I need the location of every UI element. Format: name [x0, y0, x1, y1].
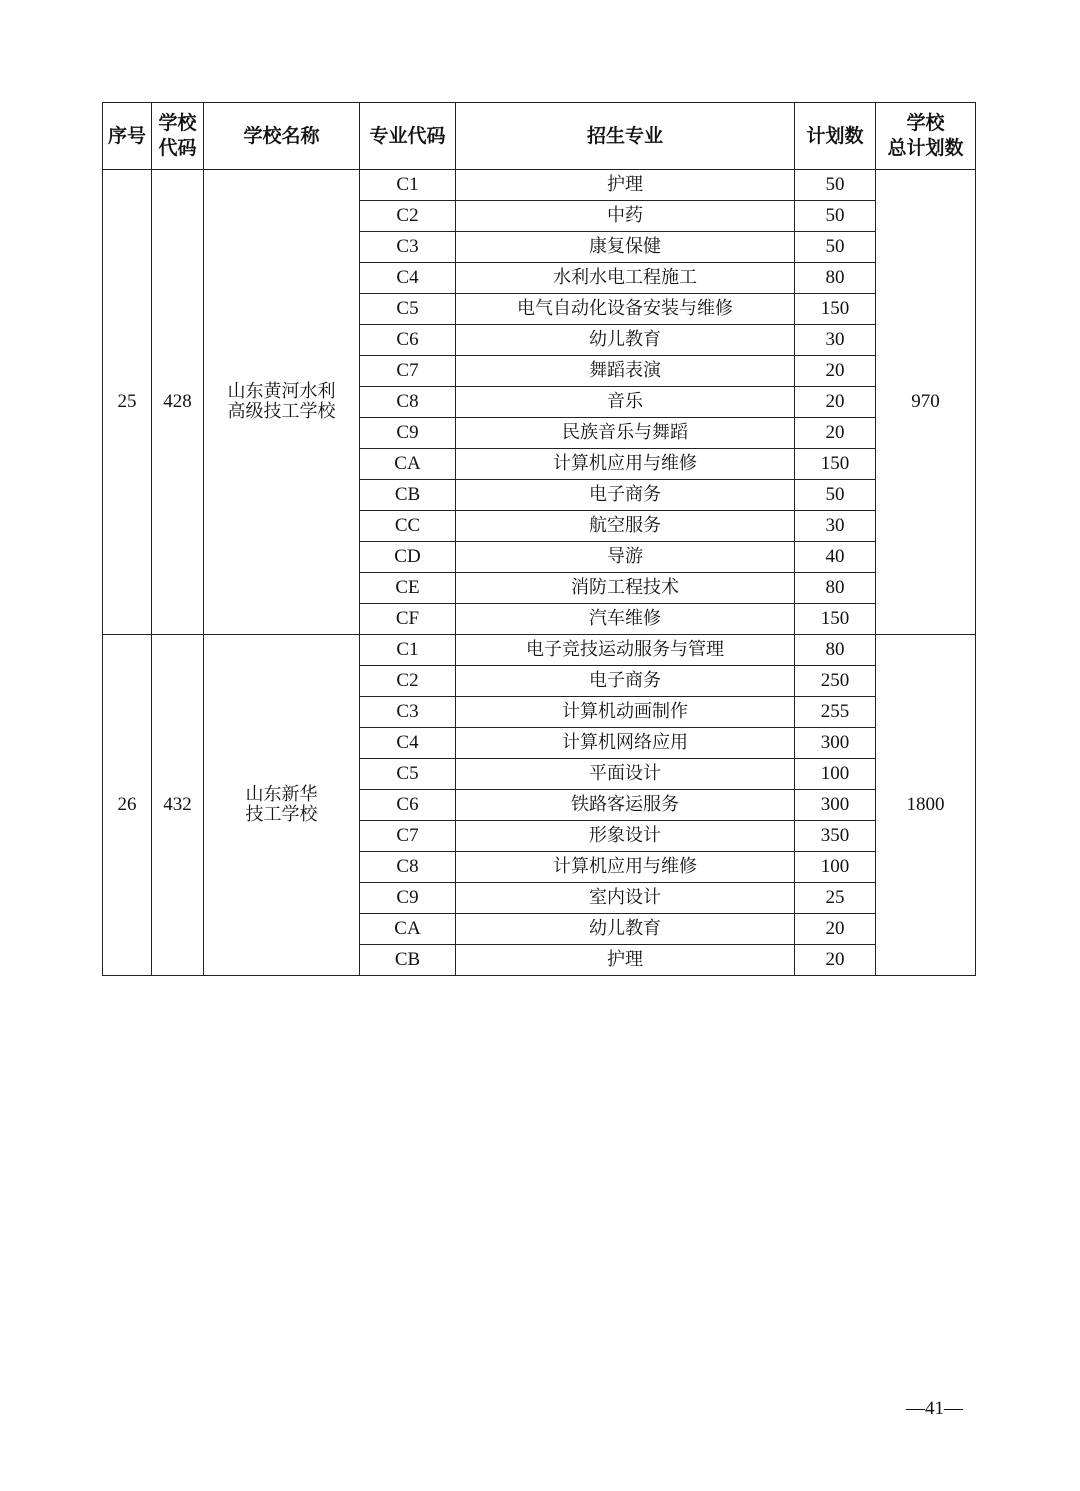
header-major: 招生专业 [456, 103, 795, 170]
major-code: C8 [360, 852, 456, 883]
major-name: 导游 [456, 542, 795, 573]
major-code: C5 [360, 759, 456, 790]
school-name-line2: 高级技工学校 [227, 401, 336, 422]
major-name: 电气自动化设备安装与维修 [456, 294, 795, 325]
page-number: —41— [906, 1398, 963, 1419]
major-code: CA [360, 449, 456, 480]
header-plan: 计划数 [795, 103, 876, 170]
major-name: 中药 [456, 201, 795, 232]
major-plan: 40 [795, 542, 876, 573]
major-code: CA [360, 914, 456, 945]
header-total-line1: 学校 [906, 112, 945, 134]
major-plan: 50 [795, 480, 876, 511]
major-code: C8 [360, 387, 456, 418]
major-plan: 150 [795, 449, 876, 480]
header-school-code-line2: 代码 [158, 137, 197, 159]
major-code: C5 [360, 294, 456, 325]
major-plan: 255 [795, 697, 876, 728]
major-name: 幼儿教育 [456, 914, 795, 945]
major-name: 舞蹈表演 [456, 356, 795, 387]
major-code: C2 [360, 201, 456, 232]
school-seq: 25 [103, 170, 152, 635]
major-name: 铁路客运服务 [456, 790, 795, 821]
major-code: C9 [360, 418, 456, 449]
major-plan: 150 [795, 294, 876, 325]
major-name: 计算机网络应用 [456, 728, 795, 759]
major-code: C4 [360, 263, 456, 294]
major-plan: 50 [795, 232, 876, 263]
major-plan: 80 [795, 573, 876, 604]
table-body [103, 170, 976, 976]
major-code: C1 [360, 635, 456, 666]
school-seq: 26 [103, 635, 152, 976]
major-plan: 30 [795, 511, 876, 542]
major-name: 康复保健 [456, 232, 795, 263]
major-name: 水利水电工程施工 [456, 263, 795, 294]
major-code: CE [360, 573, 456, 604]
major-plan: 20 [795, 418, 876, 449]
major-plan: 100 [795, 852, 876, 883]
header-school-code [152, 103, 204, 170]
school-total: 970 [876, 170, 976, 635]
table-row [103, 635, 976, 666]
major-name: 消防工程技术 [456, 573, 795, 604]
major-name: 护理 [456, 170, 795, 201]
header-school-total [876, 103, 976, 170]
major-name: 电子竞技运动服务与管理 [456, 635, 795, 666]
major-name: 计算机动画制作 [456, 697, 795, 728]
major-plan: 20 [795, 914, 876, 945]
header-school-name: 学校名称 [204, 103, 360, 170]
major-name: 汽车维修 [456, 604, 795, 635]
major-code: C3 [360, 697, 456, 728]
major-name: 形象设计 [456, 821, 795, 852]
major-plan: 100 [795, 759, 876, 790]
major-name: 室内设计 [456, 883, 795, 914]
major-code: C7 [360, 356, 456, 387]
major-code: CD [360, 542, 456, 573]
major-plan: 50 [795, 170, 876, 201]
major-name: 计算机应用与维修 [456, 852, 795, 883]
school-name [204, 170, 360, 635]
major-code: CC [360, 511, 456, 542]
major-code: C1 [360, 170, 456, 201]
major-plan: 300 [795, 728, 876, 759]
major-name: 航空服务 [456, 511, 795, 542]
major-code: C2 [360, 666, 456, 697]
major-plan: 150 [795, 604, 876, 635]
school-code: 432 [152, 635, 204, 976]
major-name: 幼儿教育 [456, 325, 795, 356]
major-code: C3 [360, 232, 456, 263]
major-plan: 20 [795, 945, 876, 976]
major-plan: 50 [795, 201, 876, 232]
header-total-line2: 总计划数 [887, 137, 964, 159]
major-plan: 80 [795, 263, 876, 294]
major-code: C4 [360, 728, 456, 759]
major-plan: 20 [795, 387, 876, 418]
major-name: 护理 [456, 945, 795, 976]
major-code: C6 [360, 325, 456, 356]
major-name: 电子商务 [456, 666, 795, 697]
header-major-code: 专业代码 [360, 103, 456, 170]
major-plan: 80 [795, 635, 876, 666]
major-code: C9 [360, 883, 456, 914]
major-name: 电子商务 [456, 480, 795, 511]
major-code: CB [360, 945, 456, 976]
table-header-row [103, 103, 976, 170]
major-code: CF [360, 604, 456, 635]
major-plan: 300 [795, 790, 876, 821]
major-name: 平面设计 [456, 759, 795, 790]
major-plan: 350 [795, 821, 876, 852]
enrollment-plan-table [102, 102, 976, 976]
major-name: 音乐 [456, 387, 795, 418]
school-name-line1: 山东黄河水利 [227, 381, 336, 402]
school-name [204, 635, 360, 976]
school-code: 428 [152, 170, 204, 635]
major-code: CB [360, 480, 456, 511]
header-seq: 序号 [103, 103, 152, 170]
major-plan: 25 [795, 883, 876, 914]
major-code: C7 [360, 821, 456, 852]
major-code: C6 [360, 790, 456, 821]
major-name: 计算机应用与维修 [456, 449, 795, 480]
major-plan: 20 [795, 356, 876, 387]
major-plan: 250 [795, 666, 876, 697]
major-name: 民族音乐与舞蹈 [456, 418, 795, 449]
major-plan: 30 [795, 325, 876, 356]
table-row [103, 170, 976, 201]
school-name-line2: 技工学校 [245, 804, 318, 825]
school-name-line1: 山东新华 [245, 784, 318, 805]
header-school-code-line1: 学校 [158, 112, 197, 134]
school-total: 1800 [876, 635, 976, 976]
